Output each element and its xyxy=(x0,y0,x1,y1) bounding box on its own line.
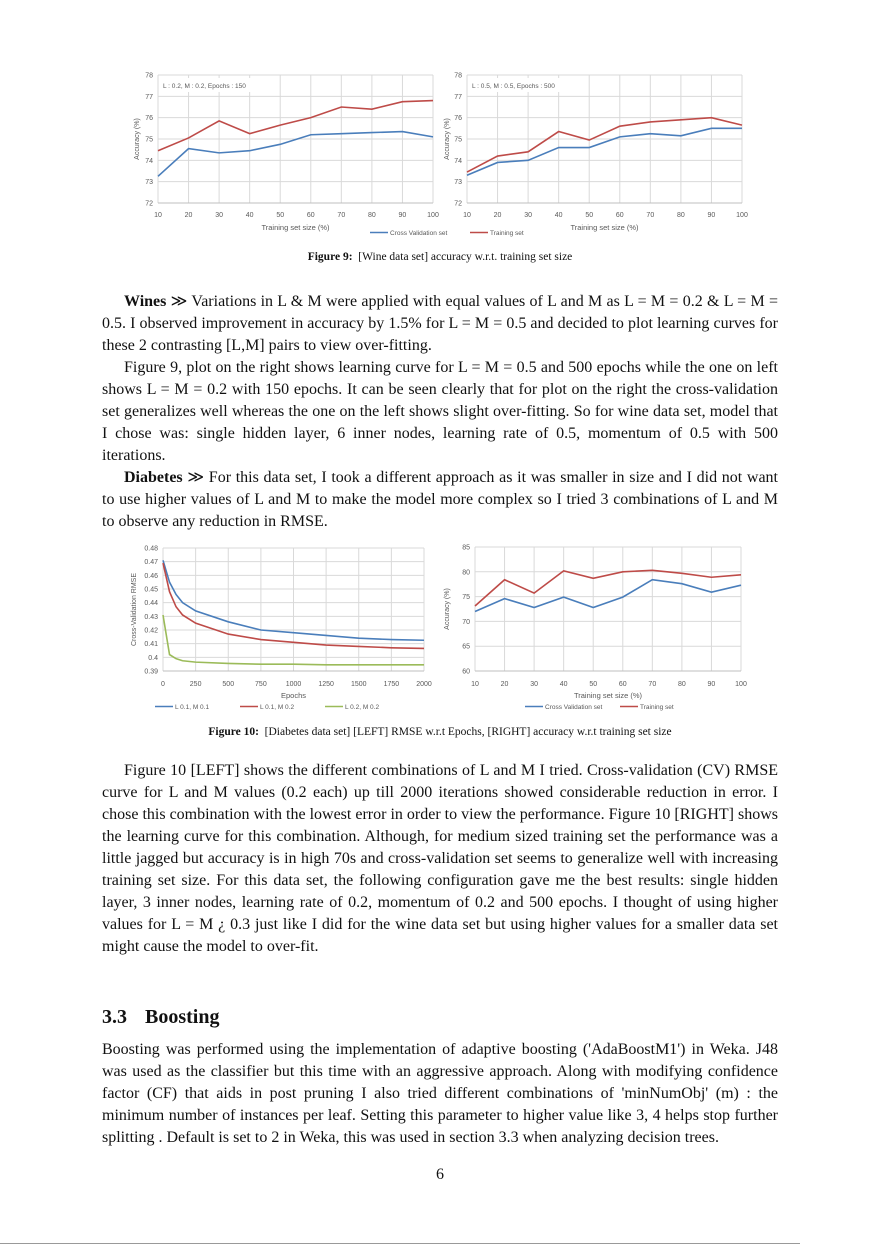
diabetes-heading: Diabetes xyxy=(124,469,183,486)
y-tick-label: 65 xyxy=(462,643,470,651)
x-tick-label: 0 xyxy=(161,681,165,688)
y-axis-label: Accuracy (%) xyxy=(444,588,451,630)
x-tick-label: 50 xyxy=(589,681,598,688)
diabetes-text: ≫ For this data set, I took a different approach as it was smaller in size and I did not want to use higher values of L and M to make the model more complex so I tried 3 combinations of L and M to observe any reduction in RMSE. xyxy=(102,469,778,530)
x-tick-label: 1750 xyxy=(383,681,400,688)
figure-9-label: Figure 9: xyxy=(307,251,353,263)
figure-9-text: [Wine data set] accuracy w.r.t. training set size xyxy=(358,251,573,263)
figure-10-caption xyxy=(0,726,880,750)
y-tick-label: 0.45 xyxy=(144,586,158,594)
y-tick-label: 72 xyxy=(145,200,153,208)
legend-label: Training set xyxy=(490,230,524,237)
legend-label: Cross Validation set xyxy=(545,704,603,711)
y-tick-label: 0.48 xyxy=(144,545,158,553)
x-tick-label: 90 xyxy=(707,681,716,688)
x-axis-label: Epochs xyxy=(280,691,307,700)
y-tick-label: 70 xyxy=(462,618,470,626)
y-tick-label: 77 xyxy=(454,93,462,101)
x-tick-label: 1250 xyxy=(318,681,334,688)
legend-label: L 0.1, M 0.1 xyxy=(175,704,210,711)
series-line-training-set xyxy=(158,101,433,151)
diabetes-accuracy-chart xyxy=(440,540,750,718)
paragraph-boosting: Boosting was performed using the implementation of adaptive boosting ('AdaBoostM1') in Weka. J48 was used as the classifier but this time with an aggressive approach. Along with modifying confidence factor (CF) that aids in post pruning I also tried different combinations of 'minNumObj' (m) : the minimum number of instances per leaf. Setting this parameter to higher value like 3, 4 helps stop further splitting . Default is set to 2 in Weka, this was used in section 3.3 when analyzing decision trees. xyxy=(102,1041,778,1146)
legend-label: Training set xyxy=(640,704,674,711)
figure-10-text: [Diabetes data set] [LEFT] RMSE w.r.t Epochs, [RIGHT] accuracy w.r.t training set size xyxy=(264,726,672,738)
y-tick-label: 72 xyxy=(454,200,462,208)
y-tick-label: 76 xyxy=(454,115,462,123)
y-tick-label: 85 xyxy=(462,544,470,552)
x-tick-label: 40 xyxy=(554,212,563,219)
x-tick-label: 50 xyxy=(276,212,285,219)
x-tick-label: 60 xyxy=(615,212,624,219)
x-tick-label: 80 xyxy=(676,212,685,219)
section-heading xyxy=(102,1006,237,1029)
x-axis-label: Training set size (%) xyxy=(570,223,639,232)
x-tick-label: 70 xyxy=(646,212,655,219)
x-tick-label: 90 xyxy=(707,212,716,219)
y-tick-label: 75 xyxy=(454,136,462,144)
x-tick-label: 60 xyxy=(618,681,627,688)
x-tick-label: 20 xyxy=(493,212,502,219)
y-tick-label: 0.42 xyxy=(144,627,158,635)
y-tick-label: 80 xyxy=(462,569,470,577)
x-tick-label: 80 xyxy=(677,681,686,688)
x-tick-label: 70 xyxy=(648,681,657,688)
y-tick-label: 74 xyxy=(145,157,153,165)
x-tick-label: 10 xyxy=(471,681,479,688)
x-tick-label: 1000 xyxy=(285,681,302,688)
x-tick-label: 20 xyxy=(184,212,193,219)
paragraph-figure10: Figure 10 [LEFT] shows the different combinations of L and M I tried. Cross-validation (CV) RMSE curve for L and M values (0.2 each) up till 2000 iterations showed considerable reduction in error. I chose this combination with the lowest error in order to view the performance. Figure 10 [RIGHT] shows the learning curve for this combination. Although, for medium sized training set the performance was a little jagged but accuracy is in high 70s and cross-validation set seems to generalize well with increasing training set size. For this data set, the following configuration gave me the best results: single hidden layer, 3 inner nodes, learning rate of 0.2, momentum of 0.2 and 500 epochs. I thought of using higher values for L = M ¿ 0.3 just like I did for the wine data set but using higher values for a smaller data set might cause the model to over-fit. xyxy=(102,762,778,955)
y-tick-label: 74 xyxy=(454,157,462,165)
figure-10-label: Figure 10: xyxy=(208,726,259,738)
paragraph-figure9: Figure 9, plot on the right shows learning curve for L = M = 0.5 and 500 epochs while the one on left shows L = M = 0.2 with 150 epochs. It can be seen clearly that for plot on the right the cross-validation set generalizes well whereas the one on the left shows slight over-fitting. So for wine data set, model that I chose was: single hidden layer, 6 inner nodes, learning rate of 0.5, momentum of 0.5 with 500 iterations. xyxy=(102,359,778,464)
paragraph-wines xyxy=(102,291,778,357)
x-tick-label: 10 xyxy=(463,212,471,219)
x-tick-label: 30 xyxy=(215,212,224,219)
legend-label: L 0.2, M 0.2 xyxy=(345,704,380,711)
series-line-cross-validation-set xyxy=(467,128,742,175)
x-axis-label: Training set size (%) xyxy=(261,223,330,232)
legend-label: Cross Validation set xyxy=(390,230,448,237)
x-tick-label: 2000 xyxy=(416,681,432,688)
y-tick-label: 76 xyxy=(145,115,153,123)
x-tick-label: 20 xyxy=(500,681,509,688)
y-tick-label: 75 xyxy=(145,136,153,144)
x-axis-label: Training set size (%) xyxy=(573,691,643,700)
x-tick-label: 90 xyxy=(398,212,407,219)
annotation-text: L : 0.2, M : 0.2, Epochs : 150 xyxy=(163,83,246,90)
wines-text: ≫ Variations in L & M were applied with equal values of L and M as L = M = 0.2 & L = M = 0.5. I observed improvement in accuracy by 1.5% for L = M = 0.5 and decided to plot learning curves for these 2 contrasting [L,M] pairs to view over-fitting. xyxy=(102,293,778,354)
y-tick-label: 75 xyxy=(462,594,470,602)
section-title: Boosting xyxy=(145,1006,220,1028)
y-tick-label: 73 xyxy=(145,179,153,187)
y-axis-label: Accuracy (%) xyxy=(444,118,451,160)
wine-accuracy-chart-right xyxy=(440,68,750,240)
x-tick-label: 750 xyxy=(255,681,267,688)
page-bottom-rule xyxy=(0,1243,800,1244)
y-tick-label: 0.47 xyxy=(144,559,158,567)
y-tick-label: 78 xyxy=(454,72,462,80)
series-line-training-set xyxy=(475,570,741,606)
wines-heading: Wines xyxy=(124,293,167,310)
y-axis-label: Cross-Validation RMSE xyxy=(131,572,138,647)
x-tick-label: 30 xyxy=(530,681,539,688)
series-line-cross-validation-set xyxy=(158,132,433,177)
x-tick-label: 40 xyxy=(245,212,254,219)
x-tick-label: 100 xyxy=(736,212,748,219)
y-tick-label: 0.4 xyxy=(148,654,158,662)
wine-accuracy-chart-left xyxy=(130,68,448,240)
x-tick-label: 100 xyxy=(427,212,439,219)
series-line-training-set xyxy=(467,118,742,172)
diabetes-rmse-chart xyxy=(130,540,430,718)
y-tick-label: 78 xyxy=(145,72,153,80)
x-tick-label: 250 xyxy=(189,681,202,688)
paragraph-diabetes xyxy=(102,467,778,533)
x-tick-label: 60 xyxy=(306,212,315,219)
y-tick-label: 0.44 xyxy=(144,600,158,608)
x-tick-label: 10 xyxy=(154,212,162,219)
x-tick-label: 70 xyxy=(337,212,346,219)
x-tick-label: 50 xyxy=(585,212,594,219)
y-tick-label: 0.46 xyxy=(144,572,158,580)
page-number: 6 xyxy=(436,1166,444,1183)
x-tick-label: 100 xyxy=(735,681,747,688)
annotation-text: L : 0.5, M : 0.5, Epochs : 500 xyxy=(472,83,555,90)
y-axis-label: Accuracy (%) xyxy=(134,118,141,160)
x-tick-label: 40 xyxy=(559,681,568,688)
x-tick-label: 30 xyxy=(524,212,533,219)
x-tick-label: 1500 xyxy=(350,681,367,688)
legend-label: L 0.1, M 0.2 xyxy=(260,704,295,711)
y-tick-label: 0.41 xyxy=(144,641,158,649)
x-tick-label: 80 xyxy=(367,212,376,219)
figure-9-caption xyxy=(0,251,880,263)
y-tick-label: 73 xyxy=(454,179,462,187)
y-tick-label: 60 xyxy=(462,668,470,676)
y-tick-label: 77 xyxy=(145,93,153,101)
x-tick-label: 500 xyxy=(222,681,235,688)
y-tick-label: 0.39 xyxy=(144,668,158,676)
y-tick-label: 0.43 xyxy=(144,613,158,621)
section-number: 3.3 xyxy=(102,1006,127,1028)
